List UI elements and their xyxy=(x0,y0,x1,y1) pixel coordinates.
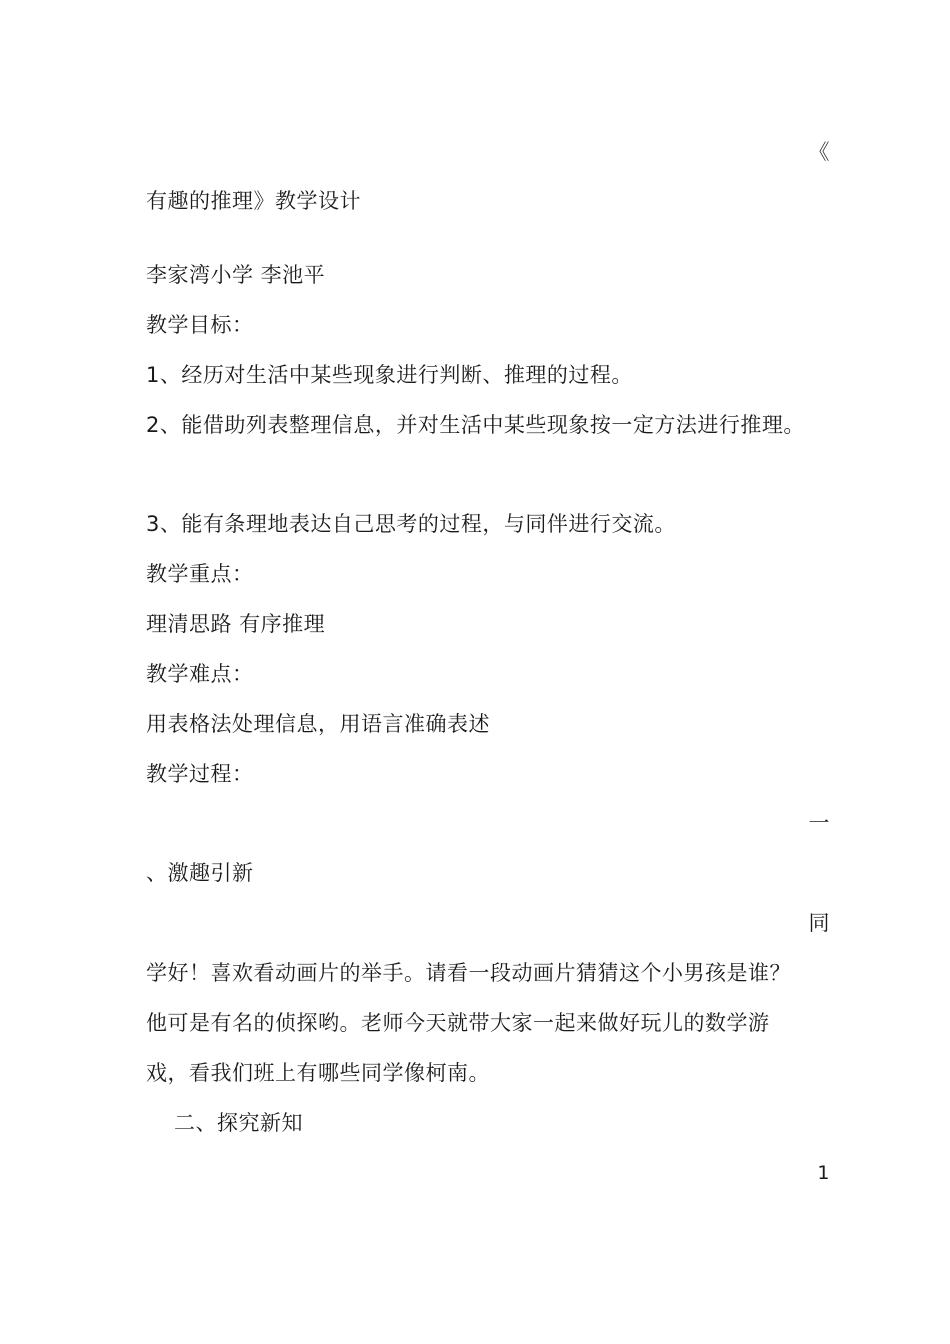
title-open-bracket: 《 xyxy=(808,140,830,164)
objectives-heading: 教学目标： xyxy=(146,313,254,337)
objective-2: 2、能借助列表整理信息，并对生活中某些现象按一定方法进行推理。 xyxy=(146,413,805,437)
section-1-title: 、激趣引新 xyxy=(146,861,254,885)
paragraph-1-line-1: 学好！喜欢看动画片的举手。请看一段动画片猜猜这个小男孩是谁？ xyxy=(146,961,791,985)
paragraph-1-start: 同 xyxy=(808,911,830,935)
section-1-number: 一 xyxy=(808,811,830,835)
page-number: 1 xyxy=(817,1162,830,1184)
paragraph-1-line-3: 戏，看我们班上有哪些同学像柯南。 xyxy=(146,1061,490,1085)
key-points-heading: 教学重点： xyxy=(146,562,254,586)
objective-1: 1、经历对生活中某些现象进行判断、推理的过程。 xyxy=(146,363,633,387)
author-line: 李家湾小学 李池平 xyxy=(146,263,326,287)
paragraph-1-line-2: 他可是有名的侦探哟。老师今天就带大家一起来做好玩儿的数学游 xyxy=(146,1011,770,1035)
section-2-title: 二、探究新知 xyxy=(174,1111,303,1135)
objective-3: 3、能有条理地表达自己思考的过程，与同伴进行交流。 xyxy=(146,512,676,536)
difficulties-text: 用表格法处理信息，用语言准确表述 xyxy=(146,712,490,736)
key-points-text: 理清思路 有序推理 xyxy=(146,612,326,636)
process-heading: 教学过程： xyxy=(146,762,254,786)
difficulties-heading: 教学难点： xyxy=(146,662,254,686)
document-title: 有趣的推理》教学设计 xyxy=(146,189,361,213)
